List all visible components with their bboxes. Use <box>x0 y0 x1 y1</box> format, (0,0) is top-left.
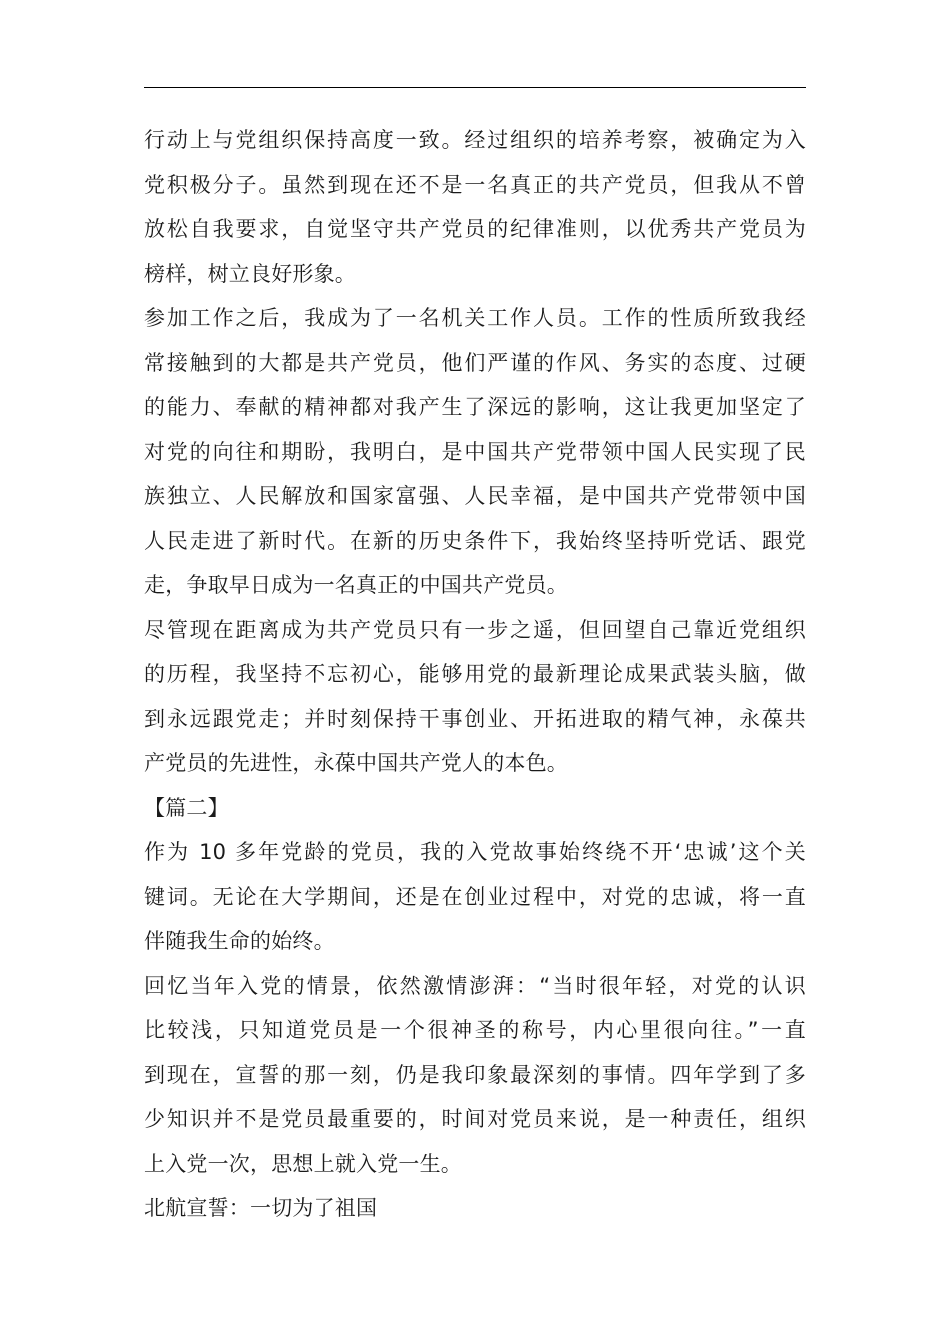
text-line: 对党的向往和期盼，我明白，是中国共产党带领中国人民实现了民 <box>144 439 806 464</box>
text-line: 伴随我生命的始终。 <box>144 929 335 953</box>
text-line: 的能力、奉献的精神都对我产生了深远的影响，这让我更加坚定了 <box>144 395 806 419</box>
paragraph <box>144 830 806 964</box>
text-line: 回忆当年入党的情景，依然激情澎湃：“当时很年轻，对党的认识 <box>144 973 806 998</box>
text-line: 参加工作之后，我成为了一名机关工作人员。工作的性质所致我经 <box>144 306 806 330</box>
paragraph <box>144 1186 806 1231</box>
text-line: 走，争取早日成为一名真正的中国共产党员。 <box>144 573 568 597</box>
text-line: 行动上与党组织保持高度一致。经过组织的培养考察，被确定为入 <box>144 128 806 152</box>
text-line: 到永远跟党走；并时刻保持干事创业、开拓进取的精气神，永葆共 <box>144 706 806 731</box>
text-line: 常接触到的大都是共产党员，他们严谨的作风、务实的态度、过硬 <box>144 350 806 375</box>
text-line: 比较浅，只知道党员是一个很神圣的称号，内心里很向往。”一直 <box>144 1018 806 1042</box>
text-line: 作为 10 多年党龄的党员，我的入党故事始终绕不开‘忠诚’这个关 <box>144 840 806 864</box>
text-line: 党积极分子。虽然到现在还不是一名真正的共产党员，但我从不曾 <box>144 172 806 197</box>
text-line: 放松自我要求，自觉坚守共产党员的纪律准则，以优秀共产党员为 <box>144 217 806 241</box>
text-line: 键词。无论在大学期间，还是在创业过程中，对党的忠诚，将一直 <box>144 884 806 909</box>
paragraph <box>144 118 806 296</box>
text-line: 的历程，我坚持不忘初心，能够用党的最新理论成果武装头脑，做 <box>144 662 806 686</box>
section-heading <box>144 786 806 831</box>
text-line: 榜样，树立良好形象。 <box>144 261 356 286</box>
text-line: 少知识并不是党员最重要的，时间对党员来说，是一种责任，组织 <box>144 1107 806 1131</box>
paragraph <box>144 964 806 1187</box>
text-line: 上入党一次，思想上就入党一生。 <box>144 1151 462 1176</box>
header-rule <box>144 87 806 88</box>
document-body <box>144 118 806 1231</box>
paragraph <box>144 296 806 608</box>
text-line: 北航宣誓：一切为了祖国 <box>144 1196 378 1220</box>
text-line: 人民走进了新时代。在新的历史条件下，我始终坚持听党话、跟党 <box>144 528 806 553</box>
text-line: 产党员的先进性，永葆中国共产党人的本色。 <box>144 751 568 775</box>
text-line: 族独立、人民解放和国家富强、人民幸福，是中国共产党带领中国 <box>144 484 806 508</box>
text-line: 尽管现在距离成为共产党员只有一步之遥，但回望自己靠近党组织 <box>144 617 806 642</box>
paragraph <box>144 608 806 786</box>
text-line: 到现在，宣誓的那一刻，仍是我印象最深刻的事情。四年学到了多 <box>144 1062 806 1087</box>
text-line: 【篇二】 <box>144 795 229 820</box>
